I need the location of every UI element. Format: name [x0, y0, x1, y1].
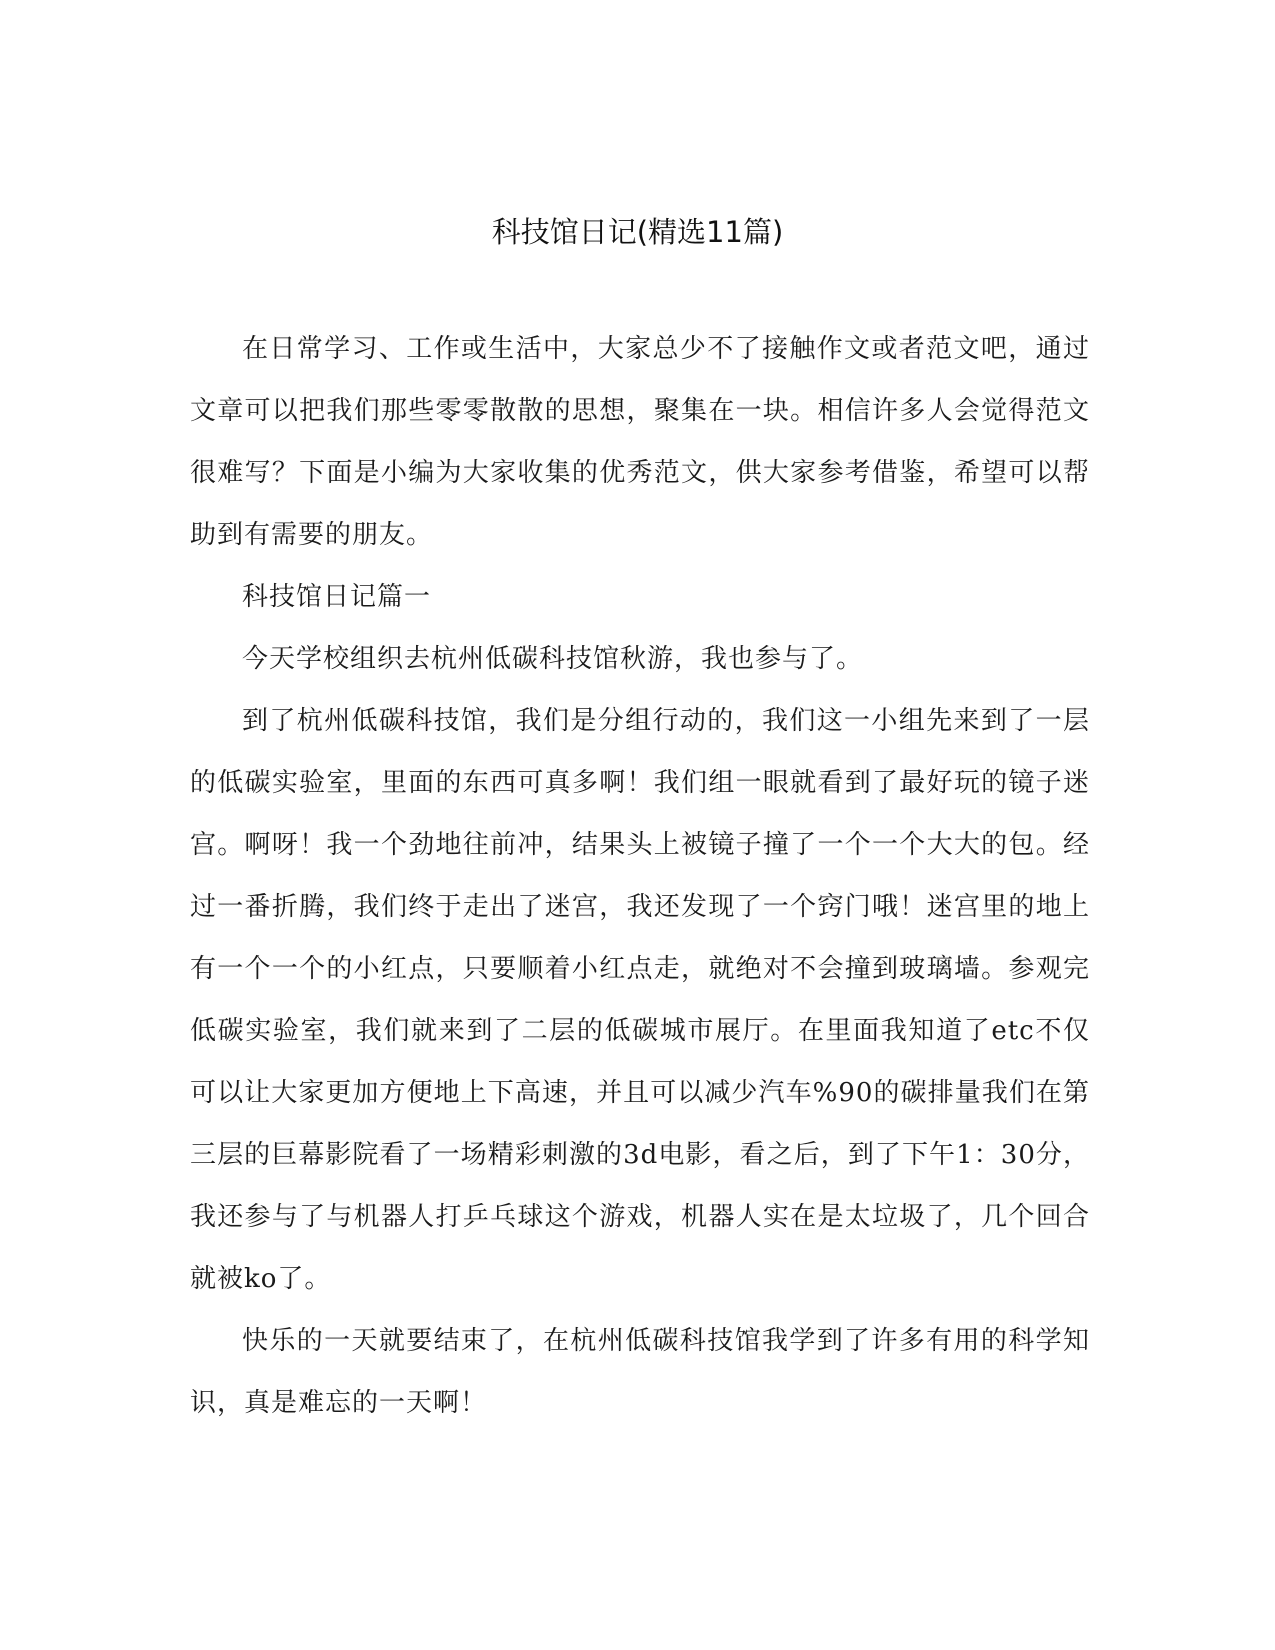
intro-paragraph: 在日常学习、工作或生活中，大家总少不了接触作文或者范文吧，通过文章可以把我们那些零零散散的思想，聚集在一块。相信许多人会觉得范文很难写？下面是小编为大家收集的优秀范文，供大家参考借鉴，希望可以帮助到有需要的朋友。: [190, 334, 1090, 550]
document-body: [190, 318, 1090, 1434]
body-paragraph: 今天学校组织去杭州低碳科技馆秋游，我也参与了。: [242, 644, 864, 674]
document-title: 科技馆日记(精选11篇): [491, 215, 784, 249]
section-heading: 科技馆日记篇一: [242, 582, 432, 612]
closing-paragraph: 快乐的一天就要结束了，在杭州低碳科技馆我学到了许多有用的科学知识，真是难忘的一天啊！: [190, 1326, 1090, 1418]
body-paragraph: 到了杭州低碳科技馆，我们是分组行动的，我们这一小组先来到了一层的低碳实验室，里面的东西可真多啊！我们组一眼就看到了最好玩的镜子迷宫。啊呀！我一个劲地往前冲，结果头上被镜子撞了一个一个大大的包。经过一番折腾，我们终于走出了迷宫，我还发现了一个窍门哦！迷宫里的地上有一个一个的小红点，只要顺着小红点走，就绝对不会撞到玻璃墙。参观完低碳实验室，我们就来到了二层的低碳城市展厅。在里面我知道了etc不仅可以让大家更加方便地上下高速，并且可以减少汽车%90的碳排量我们在第三层的巨幕影院看了一场精彩刺激的3d电影，看之后，到了下午1：30分，我还参与了与机器人打乒乓球这个游戏，机器人实在是太垃圾了，几个回合就被ko了。: [190, 706, 1090, 1294]
